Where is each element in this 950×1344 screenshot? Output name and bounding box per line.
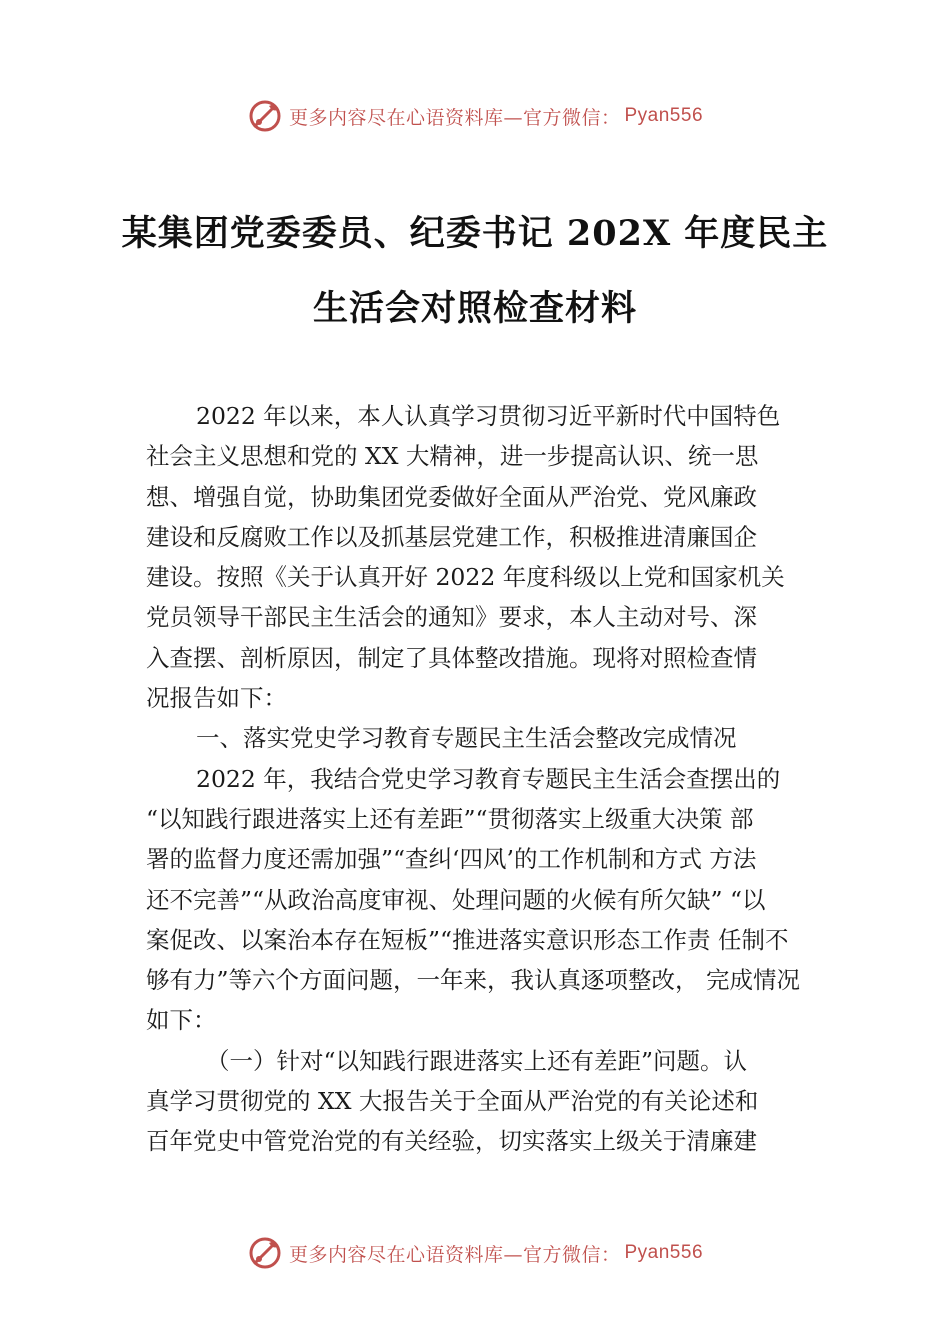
watermark-header [0,96,950,136]
document-body [146,396,836,1162]
body-line: 够有力”等六个方面问题，一年来，我认真逐项整改， 完成情况 [146,966,800,995]
brush-logo-icon [247,98,283,134]
subsection-heading: （一）针对“以知践行跟进落实上还有差距”问题。认 [206,1046,748,1075]
watermark-text: 更多内容尽在心语资料库—官方微信： [288,1243,621,1266]
body-line: 2022 年以来，本人认真学习贯彻习近平新时代中国特色 [196,402,781,430]
body-line: 建设。按照《关于认真开好 2022 年度科级以上党和国家机关 [146,563,785,592]
section-heading: 一、落实党史学习教育专题民主生活会整改完成情况 [196,724,737,753]
body-line: 案促改、以案治本存在短板”“推进落实意识形态工作责 任制不 [146,925,789,954]
watermark-footer [0,1233,950,1273]
body-line: “以知践行跟进落实上还有差距”“贯彻落实上级重大决策 部 [146,804,754,833]
watermark-text: 更多内容尽在心语资料库—官方微信： [288,106,621,129]
brush-logo-icon [247,1235,283,1271]
body-line: 社会主义思想和党的 XX 大精神，进一步提高认识、统一思 [146,442,759,471]
body-line: 党员领导干部民主生活会的通知》要求，本人主动对号、深 [146,603,757,632]
document-title-line-1: 某集团党委委员、纪委书记 202X 年度民主 [121,213,829,254]
body-line: 署的监督力度还需加强”“查纠‘四风’的工作机制和方式 方法 [146,845,757,874]
body-line: 百年党史中管党治党的有关经验，切实落实上级关于清廉建 [146,1127,757,1156]
body-line: 想、增强自觉，协助集团党委做好全面从严治党、党风廉政 [146,482,757,511]
body-line: 如下： [146,1006,217,1035]
body-line: 还不完善”“从政治高度审视、处理问题的火候有所欠缺” “以 [146,885,766,914]
body-line: 入查摆、剖析原因，制定了具体整改措施。现将对照检查情 [146,643,757,672]
body-line: 建设和反腐败工作以及抓基层党建工作，积极推进清廉国企 [146,522,757,551]
document-title-line-2: 生活会对照检查材料 [312,288,637,329]
body-line: 况报告如下： [146,684,287,713]
body-line: 真学习贯彻党的 XX 大报告关于全面从严治党的有关论述和 [146,1087,759,1116]
body-line: 2022 年，我结合党史学习教育专题民主生活会查摆出的 [196,764,781,793]
watermark-wechat-id: Pyan556 [624,105,704,126]
watermark-wechat-id: Pyan556 [624,1242,704,1263]
